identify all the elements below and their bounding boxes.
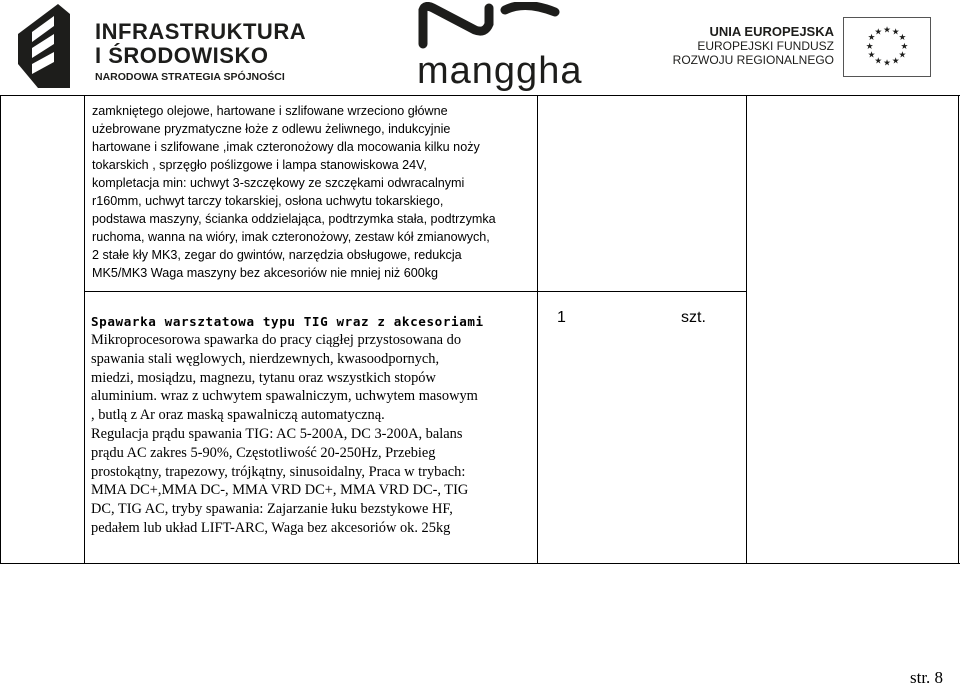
eu-logo-text: [673, 24, 834, 67]
svg-text:★: ★: [898, 50, 907, 61]
page-header: [0, 0, 960, 96]
page-number: str. 8: [910, 668, 944, 687]
description-line: spawania stali węglowych, nierdzewnych, kwasoodpornych,: [91, 350, 440, 367]
logo-line-2: I ŚRODOWISKO: [95, 43, 269, 68]
svg-text:★: ★: [883, 58, 891, 69]
fundusze-europejskie-logo-icon: [18, 4, 70, 88]
table-col-border: [958, 95, 959, 564]
svg-text:★: ★: [867, 50, 876, 61]
row-2-quantity: 1: [557, 309, 566, 326]
description-line: prostokątny, trapezowy, trójkątny, sinusoidalny, Praca w trybach:: [91, 463, 466, 480]
description-line: aluminium. wraz z uchwytem spawalniczym, uchwytem masowym: [91, 388, 478, 405]
table-top-border: [0, 95, 960, 96]
svg-text:★: ★: [891, 56, 900, 67]
infrastruktura-logo-text: [95, 20, 306, 84]
description-line: zamkniętego olejowe, hartowane i szlifowane wrzeciono główne: [92, 104, 448, 118]
table-bottom-border: [0, 563, 960, 564]
row-2-unit: szt.: [681, 309, 706, 326]
table-col-border: [746, 95, 747, 564]
svg-text:★: ★: [874, 27, 883, 38]
description-line: , butlą z Ar oraz maską spawalniczą automatyczną.: [91, 407, 385, 424]
row-1-description: [92, 102, 532, 282]
description-line: podstawa maszyny, ścianka oddzielająca, podtrzymka stała, podtrzymka: [92, 212, 496, 226]
description-line: tokarskich , sprzęgło poślizgowe i lampa stanowiskowa 24V,: [92, 158, 427, 172]
svg-text:★: ★: [883, 25, 891, 36]
logo-line-1: INFRASTRUKTURA: [95, 19, 307, 44]
description-line: Regulacja prądu spawania TIG: AC 5-200A, DC 3-200A, balans: [91, 425, 463, 442]
description-line: 2 stałe kły MK3, zegar do gwintów, narzędzia obsługowe, redukcja: [92, 248, 462, 262]
manggha-wordmark: manggha: [417, 50, 583, 92]
description-line: MK5/MK3 Waga maszyny bez akcesoriów nie mniej niż 600kg: [92, 266, 439, 280]
svg-text:★: ★: [867, 33, 876, 44]
logo-line-3: NARODOWA STRATEGIA SPÓJNOŚCI: [95, 71, 285, 83]
description-line: MMA DC+,MMA DC-, MMA VRD DC+, MMA VRD DC-, TIG: [91, 482, 469, 499]
svg-text:★: ★: [898, 33, 907, 44]
description-line: użebrowane pryzmatyczne łoże z odlewu żeliwnego, indukcyjnie: [92, 122, 451, 136]
svg-text:★: ★: [865, 41, 874, 52]
table-row-border: [84, 291, 746, 292]
table-col-border: [0, 95, 1, 564]
description-line: r160mm, uchwyt tarczy tokarskiej, osłona uchwytu tokarskiego,: [92, 194, 444, 208]
svg-text:★: ★: [900, 41, 909, 52]
description-line: miedzi, mosiądzu, magnezu, tytanu oraz wszystkich stopów: [91, 369, 436, 386]
row-2-title: Spawarka warsztatowa typu TIG wraz z akcesoriami: [91, 314, 484, 329]
description-line: pedałem lub układ LIFT-ARC, Waga bez akcesoriów ok. 25kg: [91, 519, 451, 536]
table-col-border: [537, 95, 538, 564]
eu-line-3: ROZWOJU REGIONALNEGO: [672, 53, 834, 67]
description-line: Mikroprocesorowa spawarka do pracy ciągłej przystosowana do: [91, 332, 462, 348]
svg-text:★: ★: [874, 56, 883, 67]
description-line: hartowane i szlifowane ,imak czteronożowy dla mocowania kilku noży: [92, 140, 480, 154]
table-col-border: [84, 95, 85, 564]
row-2-description: [91, 331, 531, 538]
description-line: ruchoma, wanna na wióry, imak czteronożowy, zestaw kół zmianowych,: [92, 230, 490, 244]
eu-flag-icon: [843, 17, 931, 77]
description-line: kompletacja min: uchwyt 3-szczękowy ze szczękami odwracalnymi: [92, 176, 465, 190]
svg-text:★: ★: [891, 27, 900, 38]
eu-line-1: UNIA EUROPEJSKA: [709, 24, 834, 39]
eu-line-2: EUROPEJSKI FUNDUSZ: [697, 39, 834, 53]
description-line: DC, TIG AC, tryby spawania: Zajarzanie łuku bezstykowe HF,: [91, 501, 453, 518]
description-line: prądu AC zakres 5-90%, Częstotliwość 20-250Hz, Przebieg: [91, 444, 436, 461]
